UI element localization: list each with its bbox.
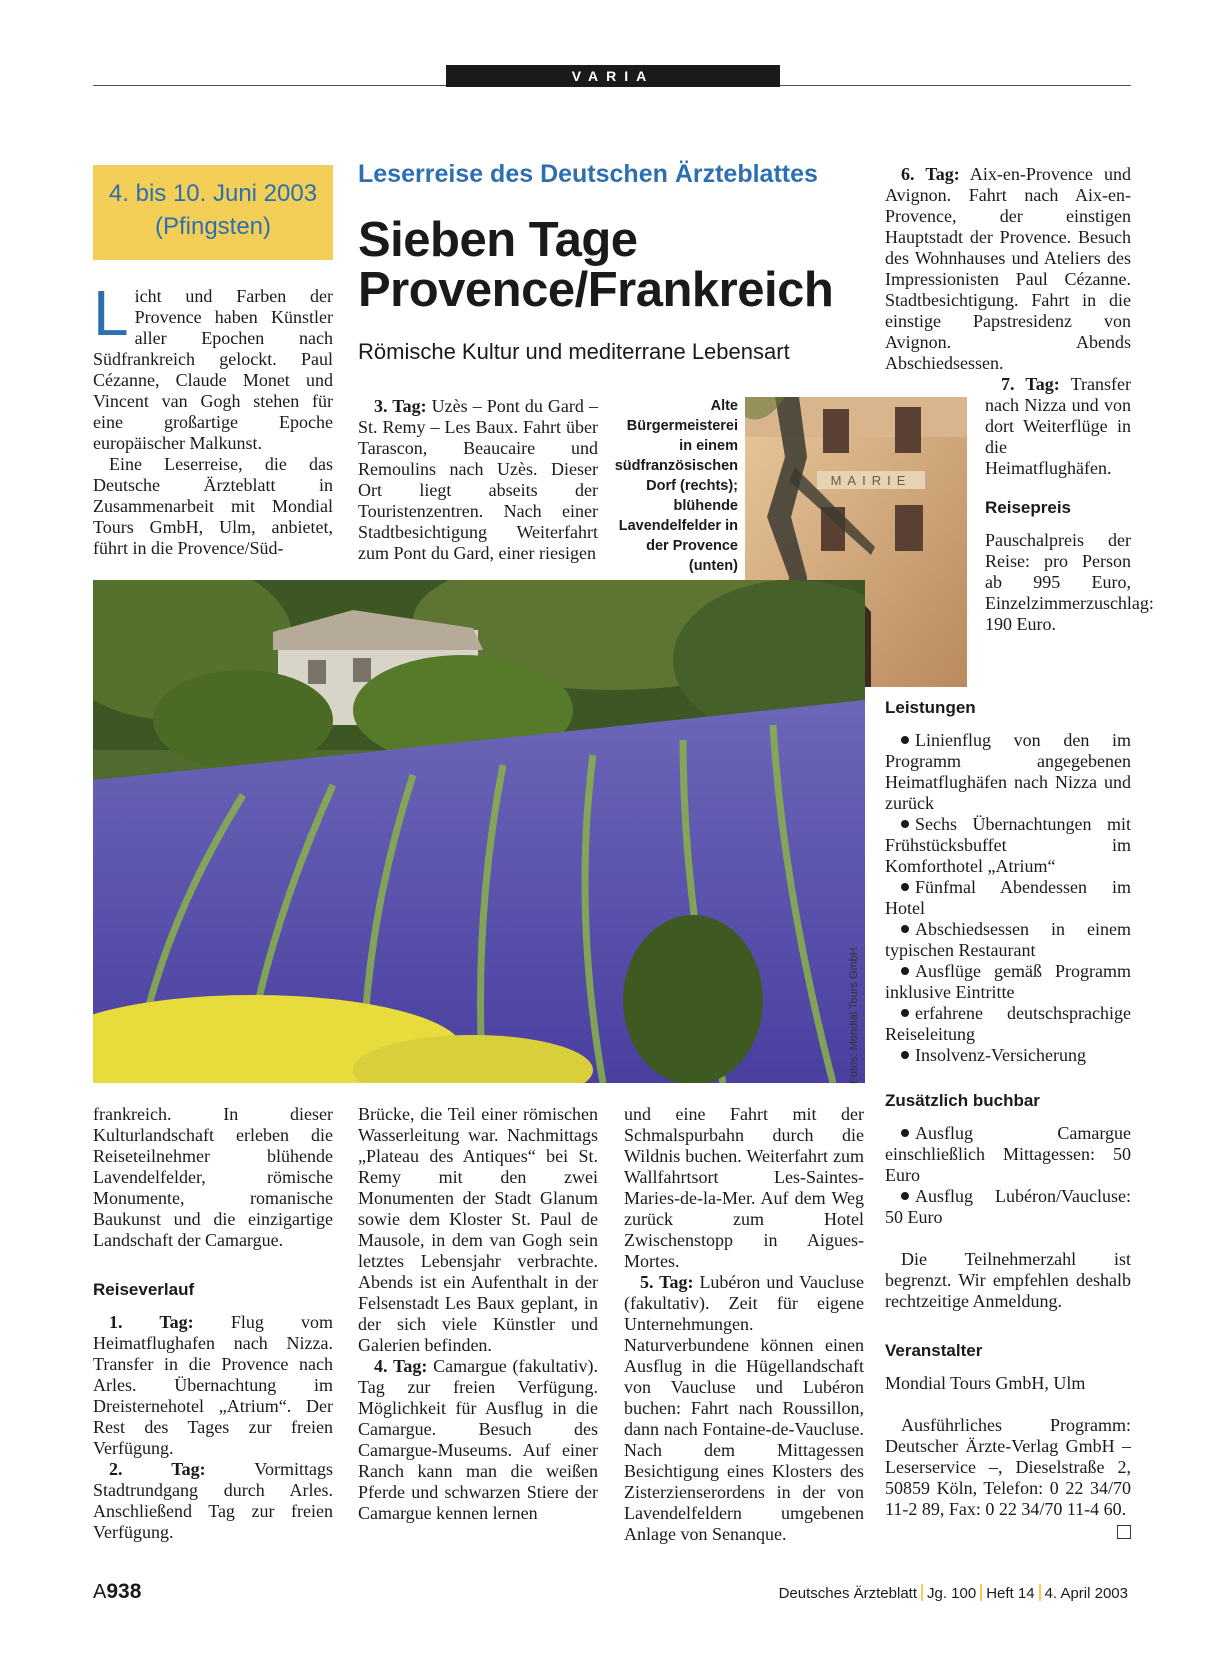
day-1-label: 1. Tag: <box>109 1312 194 1332</box>
column-2-bottom <box>358 1104 598 1524</box>
footer-separator <box>1039 1584 1041 1601</box>
leistung-item: Ausflüge gemäß Programm inklusive Eintritte <box>885 961 1131 1002</box>
journal-volume: Jg. 100 <box>927 1585 977 1602</box>
leistungen-heading: Leistungen <box>885 698 976 717</box>
section-label: VARIA <box>446 65 780 87</box>
day-2-label: 2. Tag: <box>109 1459 206 1479</box>
bullet-icon <box>901 736 909 744</box>
leistung-item: Sechs Übernachtungen mit Frühstücksbuffet im Komforthotel „Atrium“ <box>885 814 1131 876</box>
journal-date: 4. April 2003 <box>1044 1585 1128 1602</box>
leistung-item: Abschiedsessen in einem typischen Restaurant <box>885 919 1131 960</box>
article-kicker: Leserreise des Deutschen Ärzteblattes <box>358 160 818 188</box>
column-3-bottom <box>624 1104 864 1545</box>
day-1-text: Flug vom Heimatflughafen nach Nizza. Transfer in die Provence nach Arles. Übernachtung im Dreisternehotel „Atrium“. Der Rest des Tages zur freien Verfügung. <box>93 1312 334 1458</box>
journal-name: Deutsches Ärzteblatt <box>778 1585 917 1602</box>
end-mark-icon <box>1117 1525 1131 1539</box>
footer-separator <box>921 1584 923 1601</box>
extra-item: Ausflug Camargue einschließlich Mittagessen: 50 Euro <box>885 1123 1131 1185</box>
day-4-label: 4. Tag: <box>374 1356 428 1376</box>
article-headline <box>358 215 833 315</box>
bullet-icon <box>901 967 909 975</box>
leistungen-section <box>885 697 1131 1066</box>
leistung-item: Fünfmal Abendessen im Hotel <box>885 877 1131 918</box>
day-5-label: 5. Tag: <box>640 1272 694 1292</box>
day-2-text: Vormittags Stadtrundgang durch Arles. Anschließend Tag zur freien Verfügung. <box>93 1459 333 1542</box>
bullet-icon <box>901 820 909 828</box>
page-prefix: A <box>93 1581 107 1603</box>
column-4-bottom <box>885 1090 1131 1539</box>
column-1-top <box>93 277 333 559</box>
day-6-label: 6. Tag: <box>901 164 960 184</box>
date-box <box>93 165 333 260</box>
footer-separator <box>980 1584 982 1601</box>
day-4-continuation: und eine Fahrt mit der Schmalspurbahn durch die Wildnis buchen. Weiterfahrt zum Wallfahrtsort Les-Saintes-Maries-de-la-Mer. Auf dem Weg zurück zum Hotel Zwischenstopp in Aigues-Mortes. <box>624 1104 864 1271</box>
day-7-text: Transfer nach Nizza und von dort Weiterflüge in die Heimatflughäfen. <box>985 374 1131 478</box>
intro-paragraph-2: Eine Leserreise, die das Deutsche Ärzteblatt in Zusammenarbeit mit Mondial Tours GmbH, Ulm, anbietet, führt in die Provence/Süd- <box>93 454 333 558</box>
photo-credit: Fotos: Mondial Tours GmbH <box>848 947 860 1084</box>
day-4-text: Camargue (fakultativ). Tag zur freien Verfügung. Möglichkeit für Ausflug in die Camargue. Besuch des Camargue-Museums. Auf einer Ranch kann man die weißen Pferde und schwarzen Stiere der Camargue kennen lernen <box>358 1356 598 1523</box>
day-5-text: Lubéron und Vaucluse (fakultativ). Zeit für eigene Unternehmungen. Naturverbundene können einen Ausflug in die Hügellandschaft von Vaucluse und Lubéron buchen: Fahrt nach Roussillon, dann nach Fontaine-de-Vaucluse. Nach dem Mittagessen Besichtigung eines Klosters des Zisterzienserordens in der von Lavendelfeldern umgebenen Anlage von Senanque. <box>624 1272 864 1544</box>
photo-caption: Alte Bürgermeisterei in einem südfranzösischen Dorf (rechts); blühende Lavendelfelder in der Provence (unten) <box>614 398 738 574</box>
participant-limit: Die Teilnehmerzahl ist begrenzt. Wir empfehlen deshalb rechtzeitige Anmeldung. <box>885 1249 1131 1311</box>
bullet-icon <box>901 1009 909 1017</box>
page-number-value: 938 <box>106 1580 142 1603</box>
veranstalter-heading: Veranstalter <box>885 1341 983 1360</box>
bullet-icon <box>901 1051 909 1059</box>
zusaetzlich-heading: Zusätzlich buchbar <box>885 1091 1040 1110</box>
photo-lavender-field <box>93 580 865 1083</box>
column-4-top <box>885 164 1154 635</box>
headline-line-2: Provence/Frankreich <box>358 263 834 317</box>
leistung-item: Insolvenz-Versicherung <box>885 1045 1131 1066</box>
date-note: (Pfingsten) <box>154 213 272 240</box>
bullet-icon <box>901 1129 909 1137</box>
day-7-label: 7. Tag: <box>1001 374 1060 394</box>
bullet-icon <box>901 925 909 933</box>
column-1-bottom <box>93 1104 333 1543</box>
programm-info: Ausführliches Programm: Deutscher Ärzte-Verlag GmbH – Leserservice –, Dieselstraße 2, 50859 Köln, Telefon: 0 22 34/70 11-2 89, Fax: 0 22 34/70 11-4 60. <box>885 1415 1131 1520</box>
leistung-item: erfahrene deutschsprachige Reiseleitung <box>885 1003 1131 1044</box>
bullet-icon <box>901 1192 909 1200</box>
headline-line-1: Sieben Tage <box>358 213 638 267</box>
day-6-text: Aix-en-Provence und Avignon. Fahrt nach Aix-en-Provence, der einstigen Hauptstadt der Provence. Besuch des Wohnhauses und Ateliers des Impressionisten Paul Cézanne. Stadtbesichtigung. Fahrt in die einstige Papstresidenz von Avignon. Abends Abschiedsessen. <box>885 164 1131 373</box>
reisepreis-text: Pauschalpreis der Reise: pro Person ab 995 Euro, Einzelzimmerzuschlag: 190 Euro. <box>985 530 1154 634</box>
veranstalter-text: Mondial Tours GmbH, Ulm <box>885 1373 1086 1393</box>
intro-continuation: frankreich. In dieser Kulturlandschaft erleben die Reiseteilnehmer blühende Lavendelfelder, römische Monumente, romanische Baukunst und die einzigartige Landschaft der Camargue. <box>93 1104 333 1250</box>
drop-cap: L <box>93 277 129 349</box>
house-sign: MAIRIE <box>830 473 912 488</box>
lavender-field-illustration <box>93 580 865 1083</box>
journal-reference <box>779 1584 1128 1602</box>
extra-item: Ausflug Lubéron/Vaucluse: 50 Euro <box>885 1186 1131 1227</box>
article-subline: Römische Kultur und mediterrane Lebensart <box>358 339 790 364</box>
date-range: 4. bis 10. Juni 2003 <box>108 180 318 207</box>
day-3-label: 3. Tag: <box>374 396 427 416</box>
bullet-icon <box>901 883 909 891</box>
leistung-item: Linienflug von den im Programm angegebenen Heimatflughäfen nach Nizza und zurück <box>885 730 1131 813</box>
page-number <box>93 1580 141 1604</box>
column-2-top <box>358 396 598 564</box>
reiseverlauf-heading: Reiseverlauf <box>93 1280 195 1299</box>
day-3-text: Uzès – Pont du Gard – St. Remy – Les Baux. Fahrt über Tarascon, Beaucaire und Remoulins nach Uzès. Dieser Ort liegt abseits der Touristenzentren. Nach einer Stadtbesichtigung Weiterfahrt zum Pont du Gard, einer riesigen <box>358 396 598 563</box>
journal-issue: Heft 14 <box>986 1585 1035 1602</box>
reisepreis-heading: Reisepreis <box>985 498 1071 517</box>
intro-paragraph-1: icht und Farben der Provence haben Künstler aller Epochen nach Südfrankreich gelockt. Paul Cézanne, Claude Monet und Vincent van Gogh stehen für eine großartige Epoche europäischer Malkunst. <box>93 286 333 453</box>
day-3-continuation: Brücke, die Teil einer römischen Wasserleitung war. Nachmittags „Plateau des Antiques“ bei St. Remy mit den zwei Monumenten der Stadt Glanum sowie dem Kloster St. Paul de Mausole, in dem van Gogh sein letztes Lebensjahr verbrachte. Abends ist ein Aufenthalt in der Felsenstadt Les Baux geplant, in der sich viele Künstler und Galerien befinden. <box>358 1104 598 1355</box>
